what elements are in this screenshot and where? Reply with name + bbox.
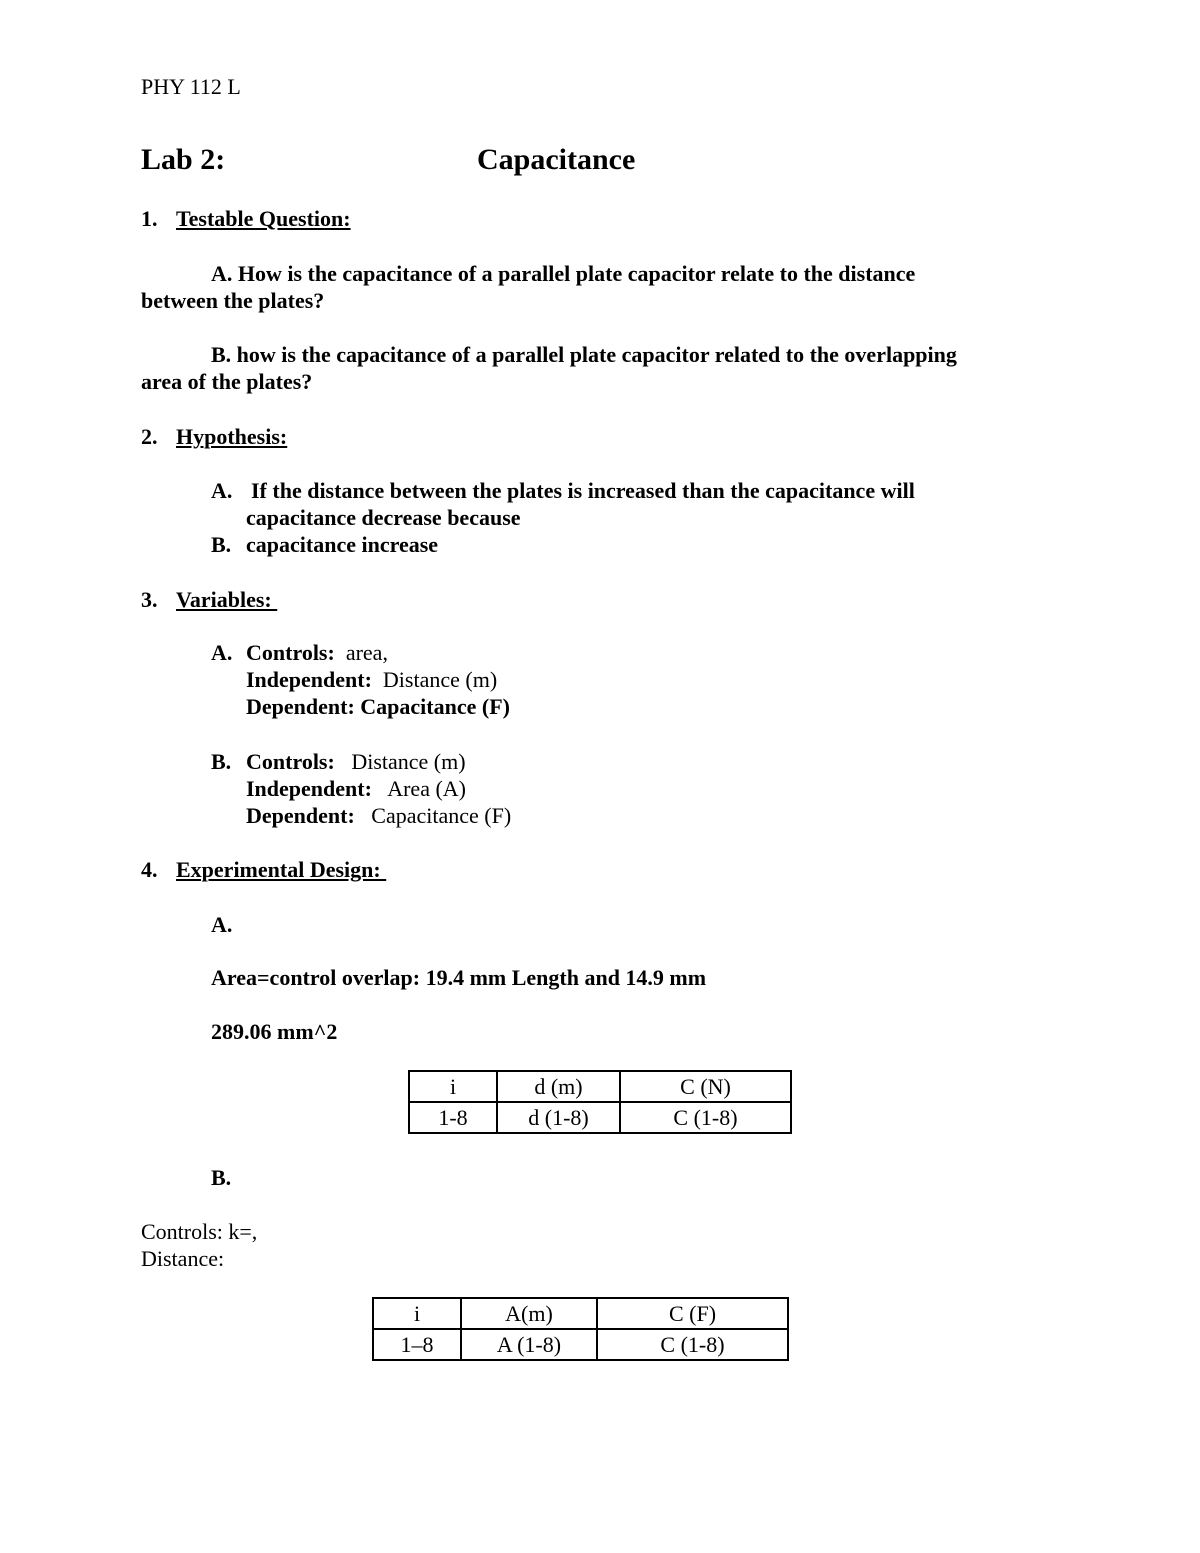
variables-b-label: B. <box>211 749 232 774</box>
table-header-cell: d (m) <box>497 1071 620 1102</box>
independent-value: Distance (m) <box>382 667 498 692</box>
controls-label: Controls: <box>246 749 335 774</box>
variables-b-controls <box>246 748 466 775</box>
table-row <box>373 1329 788 1360</box>
section-1-heading: Testable Question: <box>176 206 351 231</box>
hypothesis-a-line1: If the distance between the plates is increased than the capacitance will <box>251 478 915 503</box>
controls-value: Distance (m) <box>351 749 466 774</box>
dependent-label: Dependent: <box>246 694 355 719</box>
dependent-label: Dependent: <box>246 803 355 828</box>
hypothesis-b-label: B. <box>211 532 232 557</box>
section-2-number: 2. <box>141 424 158 449</box>
hypothesis-a-label: A. <box>211 478 233 503</box>
independent-label: Independent: <box>246 667 372 692</box>
variables-a-independent <box>246 666 497 693</box>
hypothesis-a-line2: capacitance decrease because <box>246 505 521 530</box>
data-table-a <box>408 1070 792 1134</box>
table-header-cell: i <box>409 1071 497 1102</box>
table-row <box>409 1102 791 1133</box>
table-header-cell: i <box>373 1298 461 1329</box>
independent-label: Independent: <box>246 776 372 801</box>
question-b-line1: B. how is the capacitance of a parallel plate capacitor related to the overlapping <box>211 342 957 367</box>
section-1-number: 1. <box>141 206 158 231</box>
hypothesis-b-line1: capacitance increase <box>246 532 439 557</box>
design-a-label: A. <box>211 912 233 937</box>
section-4-number: 4. <box>141 857 158 882</box>
section-2-heading: Hypothesis: <box>176 424 288 449</box>
design-b-label: B. <box>211 1165 232 1190</box>
table-header-cell: A(m) <box>461 1298 597 1329</box>
section-3-heading: Variables: <box>176 587 278 612</box>
design-b-distance: Distance: <box>141 1246 225 1271</box>
question-a-line1: A. How is the capacitance of a parallel plate capacitor relate to the distance <box>211 261 916 286</box>
course-header: PHY 112 L <box>141 74 241 99</box>
data-table-b <box>372 1297 789 1361</box>
lab-number: Lab 2: <box>141 143 226 176</box>
controls-value: area, <box>345 640 388 665</box>
question-a-line2: between the plates? <box>141 288 325 313</box>
table-cell: 1–8 <box>373 1329 461 1360</box>
table-header-row <box>409 1071 791 1102</box>
design-a-area-value: 289.06 mm^2 <box>211 1019 338 1044</box>
variables-a-dependent <box>246 693 510 720</box>
table-header-cell: C (N) <box>620 1071 791 1102</box>
dependent-value: Capacitance (F) <box>371 803 512 828</box>
design-a-area: Area=control overlap: 19.4 mm Length and 14.9 mm <box>211 965 707 990</box>
controls-label: Controls: <box>246 640 335 665</box>
variables-a-label: A. <box>211 640 233 665</box>
table-header-cell: C (F) <box>597 1298 788 1329</box>
variables-b-independent <box>246 775 466 802</box>
table-cell: C (1-8) <box>620 1102 791 1133</box>
table-cell: A (1-8) <box>461 1329 597 1360</box>
dependent-value: Capacitance (F) <box>360 694 510 719</box>
variables-a-controls <box>246 639 388 666</box>
independent-value: Area (A) <box>387 776 467 801</box>
table-cell: d (1-8) <box>497 1102 620 1133</box>
lab-topic: Capacitance <box>477 143 636 176</box>
table-cell: C (1-8) <box>597 1329 788 1360</box>
section-3-number: 3. <box>141 587 158 612</box>
variables-b-dependent <box>246 802 511 829</box>
design-b-controls: Controls: k=, <box>141 1219 258 1244</box>
section-4-heading: Experimental Design: <box>176 857 387 882</box>
table-header-row <box>373 1298 788 1329</box>
question-b-line2: area of the plates? <box>141 369 313 394</box>
table-cell: 1-8 <box>409 1102 497 1133</box>
